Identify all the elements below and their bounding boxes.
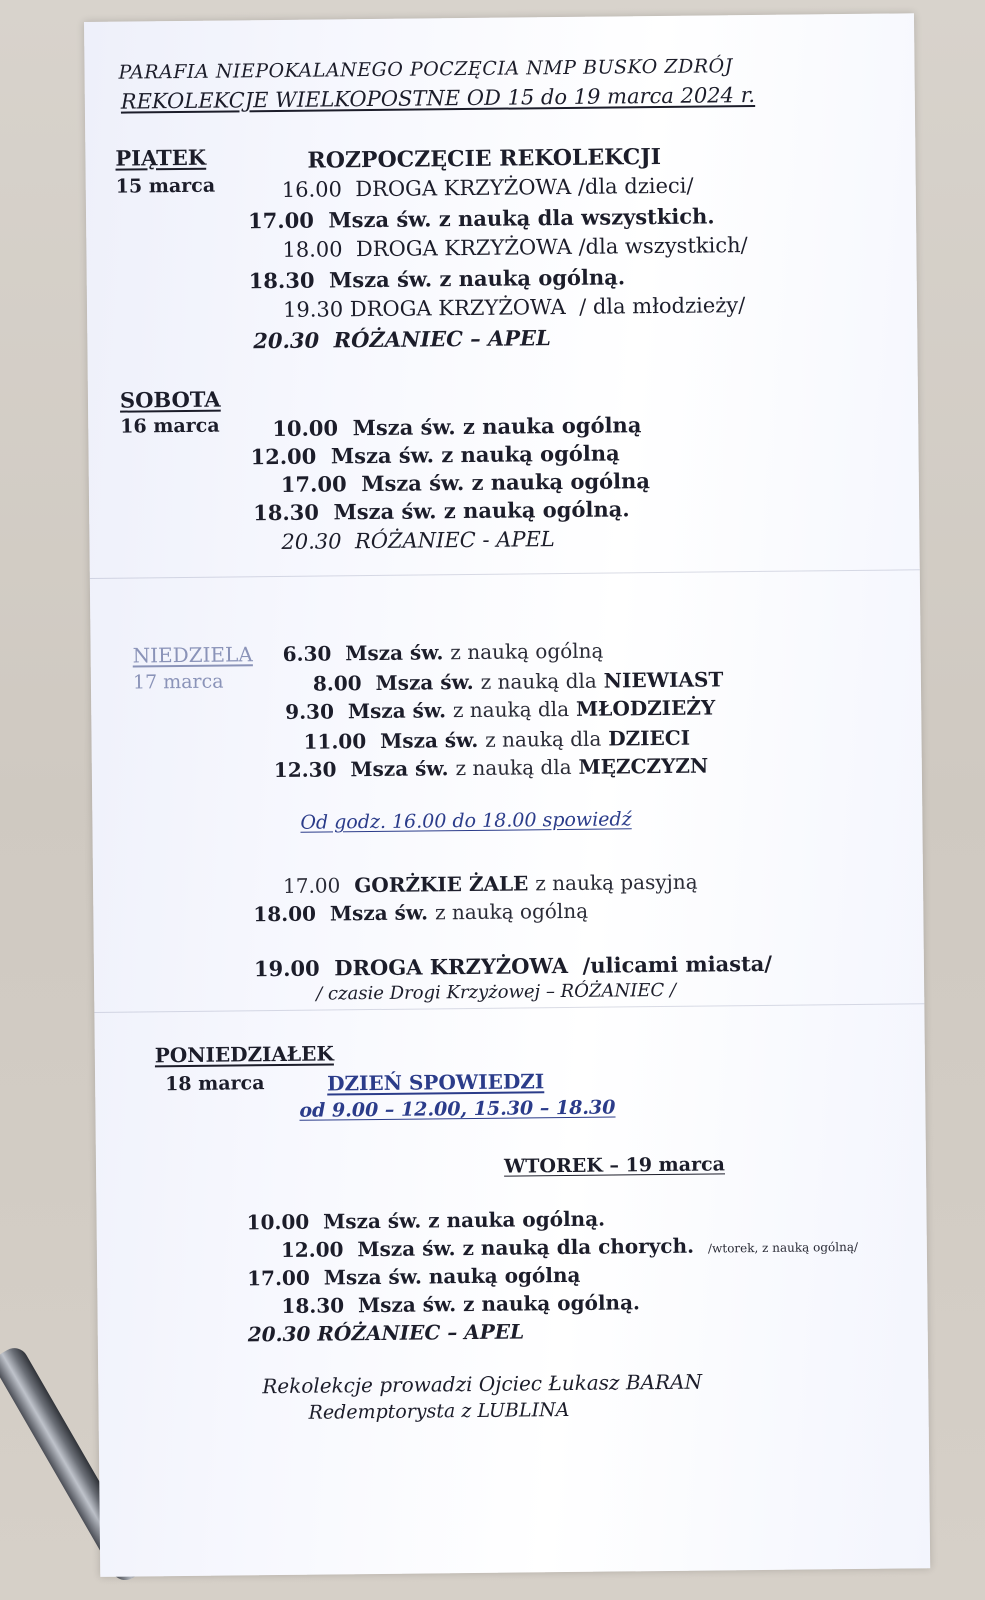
time: 11.00 <box>303 729 367 754</box>
event: Msza św. z nauką ogólną. <box>357 1290 641 1318</box>
tuesday-row-3 <box>247 1262 581 1291</box>
time: 19.30 <box>282 297 344 322</box>
saturday-row-1 <box>272 412 642 442</box>
mass: Msza św. <box>350 756 449 782</box>
time: 10.00 <box>272 415 339 442</box>
mass: Msza św. <box>375 669 474 695</box>
saturday-row-5 <box>281 529 555 553</box>
mass: Msza św. <box>345 640 444 666</box>
service: Msza św. <box>329 900 429 926</box>
event: Msza św. z nauką dla chorych. <box>357 1233 695 1262</box>
event: Msza św. nauką ogólną <box>323 1262 581 1290</box>
event: Msza św. z nauka ogólną. <box>323 1206 606 1234</box>
sunday-row-2 <box>312 667 724 696</box>
footer-order: Redemptorysta z LUBLINA <box>308 1398 570 1424</box>
event: Msza św. z nauką ogólną. <box>333 496 630 525</box>
time: 17.00 <box>247 207 314 234</box>
event: Msza św. z nauka ogólną <box>352 412 642 441</box>
sunday-row-1 <box>282 638 604 666</box>
note: /dla wszystkich/ <box>578 233 748 259</box>
sunday-way-of-cross <box>253 950 773 982</box>
saturday-row-3 <box>281 470 650 495</box>
sunday-way-note: / czasie Drogi Krzyżowej – RÓŻANIEC / <box>316 979 677 1005</box>
group: NIEWIAST <box>603 667 724 693</box>
time: 18.30 <box>281 1293 345 1319</box>
sunday-row-3 <box>285 697 715 722</box>
topic: z nauką dla <box>485 726 602 752</box>
topic: z nauką ogólną <box>450 638 604 665</box>
friday-row-4 <box>248 264 626 294</box>
event: Msza św. z nauką ogólną. <box>328 264 626 293</box>
saturday-row-2 <box>250 440 620 470</box>
note: /dla dzieci/ <box>577 173 694 199</box>
event: RÓŻANIEC – APEL <box>317 1319 525 1346</box>
tuesday-row-2 <box>280 1233 859 1263</box>
tuesday-row-4 <box>281 1290 641 1319</box>
service: DROGA KRZYŻOWA <box>334 952 569 981</box>
friday-title: ROZPOCZĘCIE REKOLEKCJI <box>307 143 662 174</box>
friday-row-6 <box>253 325 551 354</box>
monday-day: PONIEDZIAŁEK <box>154 1041 334 1068</box>
time: 18.00 <box>282 237 343 262</box>
header-parish: PARAFIA NIEPOKALANEGO POCZĘCIA NMP BUSKO ZDRÓJ <box>118 55 733 84</box>
topic: z nauką ogólną <box>434 898 589 925</box>
time: 20.30 <box>281 529 342 554</box>
saturday-day: SOBOTA <box>119 386 221 413</box>
paper-seam <box>94 1003 924 1013</box>
event: DROGA KRZYŻOWA <box>355 174 572 202</box>
service: GORŻKIE ŻALE <box>354 871 529 898</box>
time: 18.30 <box>253 499 320 526</box>
tuesday-title: WTOREK – 19 marca <box>503 1153 726 1178</box>
time: 18.00 <box>253 901 317 927</box>
event: Msza św. z nauką dla wszystkich. <box>328 203 715 233</box>
sunday-row-4 <box>303 725 691 754</box>
friday-row-5 <box>283 295 745 321</box>
time: 8.00 <box>312 671 362 696</box>
sunday-evening-1 <box>282 869 698 898</box>
time: 17.00 <box>247 1265 310 1291</box>
mass: Msza św. <box>347 698 447 724</box>
event: RÓŻANIEC – APEL <box>333 325 551 353</box>
saturday-date: 16 marca <box>120 414 220 438</box>
time: 20.30 <box>247 1321 311 1347</box>
group: MĘZCZYZN <box>578 753 709 779</box>
time: 12.30 <box>273 757 337 783</box>
friday-row-3 <box>282 235 747 261</box>
paper-seam <box>90 569 920 579</box>
time: 16.00 <box>281 177 343 202</box>
note: /ulicami miasta/ <box>582 950 773 978</box>
tuesday-row-1 <box>246 1206 606 1235</box>
sunday-row-5 <box>273 753 709 783</box>
monday-date: 18 marca <box>165 1072 265 1096</box>
friday-row-1 <box>281 173 694 202</box>
event: Msza św. z nauką ogólną <box>361 468 651 497</box>
saturday-row-4 <box>253 496 630 526</box>
event: DROGA KRZYŻOWA <box>349 294 566 322</box>
sunday-evening-2 <box>253 898 589 927</box>
topic: z nauką dla <box>480 668 597 694</box>
time: 17.00 <box>282 873 341 898</box>
tuesday-row-5 <box>247 1319 525 1347</box>
group: DZIECI <box>608 725 691 751</box>
event: Msza św. z nauką ogólną <box>330 440 620 469</box>
friday-day: PIĄTEK <box>115 144 207 171</box>
time: 20.30 <box>253 327 320 354</box>
time: 18.30 <box>248 267 315 294</box>
sunday-date: 17 marca <box>132 670 224 694</box>
event: RÓŻANIEC - APEL <box>354 527 555 554</box>
sunday-day: NIEDZIELA <box>132 642 253 668</box>
footer-leader: Rekolekcje prowadzi Ojciec Łukasz BARAN <box>262 1369 703 1399</box>
topic: z nauką dla <box>452 696 570 723</box>
friday-date: 15 marca <box>115 174 216 198</box>
monday-hours: od 9.00 – 12.00, 15.30 – 18.30 <box>299 1096 616 1122</box>
note: / dla młodzieży/ <box>579 293 746 319</box>
time: 19.00 <box>253 955 320 982</box>
monday-title: DZIEŃ SPOWIEDZI <box>327 1069 545 1096</box>
time: 6.30 <box>282 641 332 666</box>
note: /wtorek, z nauką ogólną/ <box>707 1239 859 1256</box>
friday-row-2 <box>247 203 715 234</box>
time: 10.00 <box>246 1209 310 1235</box>
header-retreat: REKOLEKCJE WIELKOPOSTNE OD 15 do 19 marca 2024 r. <box>120 82 756 114</box>
sunday-confession: Od godz. 16.00 do 18.00 spowiedź <box>300 808 632 834</box>
time: 12.00 <box>280 1237 344 1263</box>
group: MŁODZIEŻY <box>575 695 716 721</box>
time: 12.00 <box>250 443 317 470</box>
mass: Msza św. <box>379 727 479 753</box>
time: 9.30 <box>285 699 335 724</box>
poster-sheet <box>84 13 930 1577</box>
event: DROGA KRZYŻOWA <box>355 234 572 262</box>
topic: z nauką dla <box>455 754 572 781</box>
topic: z nauką pasyjną <box>535 869 698 896</box>
time: 17.00 <box>280 471 347 497</box>
